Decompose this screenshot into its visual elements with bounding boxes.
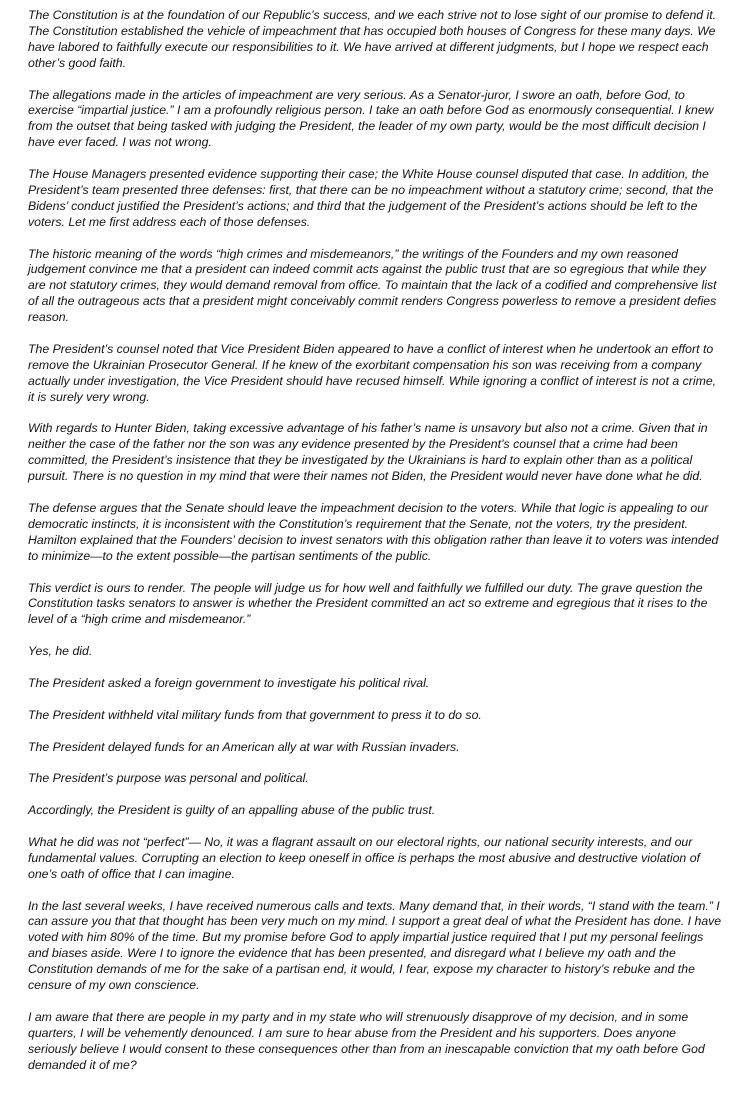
- paragraph-hunter-biden: With regards to Hunter Biden, taking excessive advantage of his father’s name is unsavory but also not a crime. Given that in neither the case of the father nor the son was any evidence presented by the President’s counsel that a crime had been committed, the President’s insistence that they be investigated by the Ukrainians is hard to explain other than as a political pursuit. There is no question in my mind that were their names not Biden, the President would never have done what he did.: [28, 421, 708, 484]
- paragraph-calls-and-texts: In the last several weeks, I have received numerous calls and texts. Many demand that, in their words, “I stand with the team.” I can assure you that that thought has been very much on my mind. I support a great deal of what the President has done. I have voted with him 80% of the time. But my promise before God to apply impartial justice required that I put my personal feelings and biases aside. Were I to ignore the evidence that has been presented, and disregard what I believe my oath and the Constitution demands of me for the sake of a partisan end, it would, I fear, expose my character to history’s rebuke and the censure of my own conscience.: [28, 898, 722, 993]
- paragraph-purpose: The President’s purpose was personal and political.: [28, 771, 309, 786]
- paragraph-verdict: This verdict is ours to render. The people will judge us for how well and faithfully we fulfilled our duty. The grave question the Constitution tasks senators to answer is whether the President committed an act so extreme and egregious that it rises to the level of a “high crime and misdemeanor.”: [28, 580, 708, 627]
- paragraph-guilty: Accordingly, the President is guilty of an appalling abuse of the public trust.: [28, 803, 436, 818]
- paragraph-foreign-government: The President asked a foreign government to investigate his political rival.: [28, 675, 430, 690]
- paragraph-not-perfect: What he did was not “perfect”— No, it was a flagrant assault on our electoral rights, our national security interests, and our fundamental values. Corrupting an election to keep oneself in office is perhaps the most abusive and destructive violation of one’s oath of office that I can imagine.: [28, 834, 700, 881]
- paragraph-yes-he-did: Yes, he did.: [28, 644, 93, 659]
- paragraph-historic-meaning: The historic meaning of the words “high crimes and misdemeanors,” the writings of the Founders and my own reasoned judgement convince me that a president can indeed commit acts against the public trust that are so egregious that while they are not statutory crimes, they would demand removal from office. To maintain that the lack of a codified and comprehensive list of all the outrageous acts that a president might conceivably commit renders Congress powerless to remove a president defies reason.: [28, 246, 717, 325]
- paragraph-house-managers: The House Managers presented evidence supporting their case; the White House counsel disputed that case. In addition, the President’s team presented three defenses: first, that there can be no impeachment without a statutory crime; second, that the Bidens’ conduct justified the President’s actions; and third that the judgement of the President’s actions should be left to the voters. Let me first address each of those defenses.: [28, 167, 714, 229]
- paragraph-party-disapproval: I am aware that there are people in my party and in my state who will strenuously disapprove of my decision, and in some quarters, I will be vehemently denounced. I am sure to hear abuse from the President and his supporters. Does anyone seriously believe I would consent to these consequences other than from an inescapable conviction that my oath before God demanded it of me?: [28, 1009, 705, 1072]
- paragraph-defense-voters: The defense argues that the Senate should leave the impeachment decision to the voters. While that logic is appealing to our democratic instincts, it is inconsistent with the Constitution’s requirement that the Senate, not the voters, try the president. Hamilton explained that the Founders’ decision to invest senators with this obligation rather than leave it to voters was intended to minimize—to the extent possible—the partisan sentiments of the public.: [28, 501, 719, 563]
- paragraph-allegations: The allegations made in the articles of impeachment are very serious. As a Senator-juror, I swore an oath, before God, to exercise “impartial justice.” I am a profoundly religious person. I take an oath before God as enormously consequential. I knew from the outset that being tasked with judging the President, the leader of my own party, would be the most difficult decision I have ever faced. I was not wrong.: [28, 87, 714, 150]
- paragraph-military-funds: The President withheld vital military funds from that government to press it to do so.: [28, 707, 482, 722]
- paragraph-constitution-foundation: The Constitution is at the foundation of our Republic’s success, and we each strive not to lose sight of our promise to defend it. The Constitution established the vehicle of impeachment that has occupied both houses of Congress for these many days. We have labored to faithfully execute our responsibilities to it. We have arrived at different judgments, but I hope we respect each other’s good faith.: [28, 8, 717, 70]
- paragraph-vice-president-biden: The President’s counsel noted that Vice President Biden appeared to have a conflict of interest when he undertook an effort to remove the Ukrainian Prosecutor General. If he knew of the exorbitant compensation his son was receiving from a company actually under investigation, the Vice President should have recused himself. While ignoring a conflict of interest is not a crime, it is surely very wrong.: [28, 341, 717, 404]
- paragraph-delayed-funds: The President delayed funds for an American ally at war with Russian invaders.: [28, 739, 460, 754]
- statement-document: [28, 8, 724, 1089]
